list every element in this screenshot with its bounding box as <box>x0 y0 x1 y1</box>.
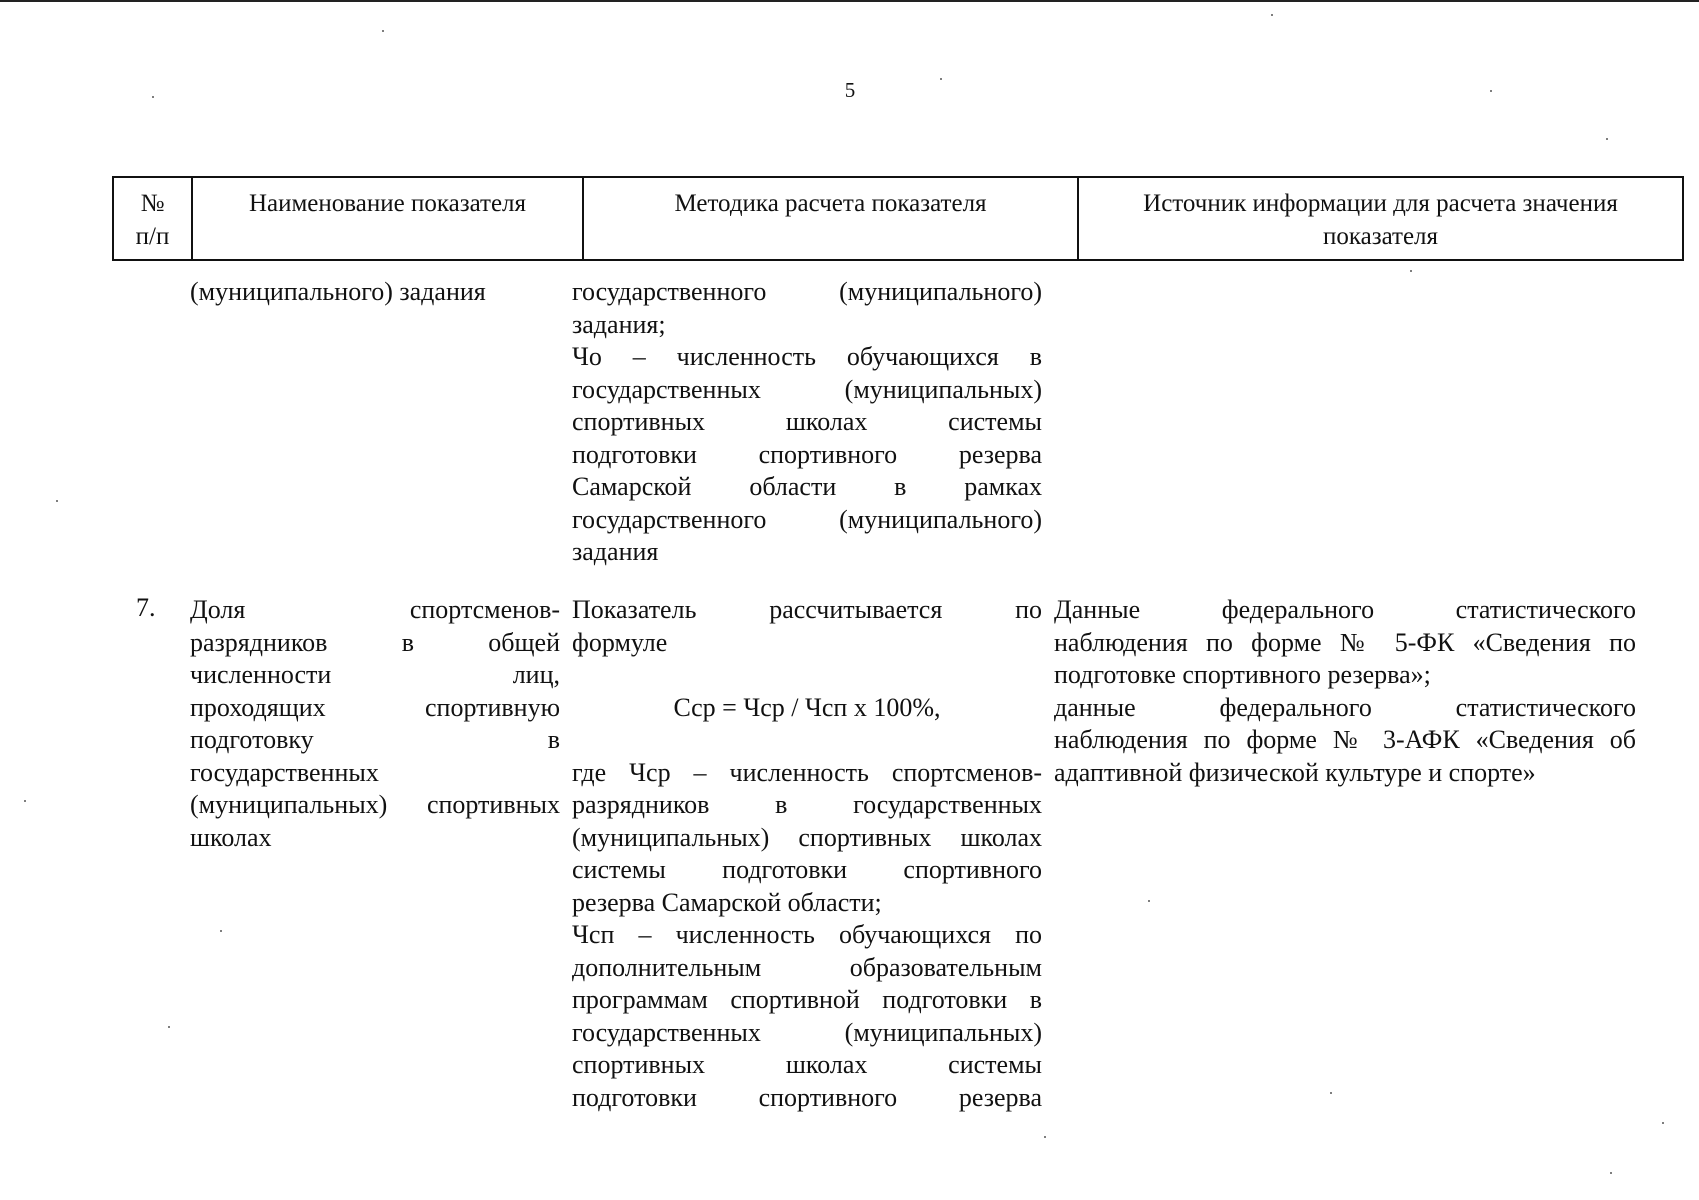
text-line: программам спортивной подготовки в <box>572 985 1042 1014</box>
text-line: школах <box>190 822 272 852</box>
text-line: государственного (муниципального) <box>572 504 1042 534</box>
text-line: Доля спортсменов- <box>190 595 560 624</box>
scan-speck <box>1610 1172 1612 1174</box>
text-line: Данные федерального статистического <box>1054 595 1636 624</box>
text-line: государственного (муниципального) <box>572 277 1042 306</box>
text-line: адаптивной физической культуре и спорте» <box>1054 757 1536 787</box>
header-col-method: Методика расчета показателя <box>583 177 1078 260</box>
header-col-number-line: № <box>140 190 165 217</box>
text-line: (муниципального) задания <box>190 277 486 306</box>
header-col-name: Наименование показателя <box>192 177 583 260</box>
text-line: дополнительным образовательным <box>572 952 1042 982</box>
text-line: (муниципальных) спортивных школах <box>572 822 1042 852</box>
text-line: государственных (муниципальных) <box>572 374 1042 404</box>
header-col-number-line: п/п <box>135 222 170 250</box>
scan-speck <box>1490 90 1492 92</box>
scan-speck <box>1410 270 1412 272</box>
row7-number: 7. <box>136 593 156 622</box>
scan-speck <box>24 800 26 802</box>
scan-speck <box>1044 1136 1046 1138</box>
header-col-source-line: показателя <box>1322 222 1439 250</box>
text-line: резерва Самарской области; <box>572 887 882 917</box>
scan-speck <box>56 500 58 502</box>
row6-indicator-name <box>190 276 560 309</box>
row7-indicator-name <box>190 594 560 854</box>
text-line: численности лиц, <box>190 660 560 689</box>
text-line: спортивных школах системы <box>572 1050 1042 1079</box>
text-line: Самарской области в рамках <box>572 472 1042 501</box>
text-line: наблюдения по форме № 3-АФК «Сведения об <box>1054 725 1636 754</box>
text-line: государственных <box>190 757 379 787</box>
page-number: 5 <box>844 78 856 102</box>
row7-source <box>1054 594 1636 789</box>
text-line: спортивных школах системы <box>572 407 1042 436</box>
table-header <box>112 176 1684 261</box>
header-col-source <box>1078 177 1683 260</box>
text-line: где Чср – численность спортсменов- <box>572 757 1042 787</box>
text-line: разрядников в общей <box>190 627 560 657</box>
text-line: Чсп – численность обучающихся по <box>572 920 1042 949</box>
row6-method <box>572 276 1042 569</box>
text-line: формуле <box>572 627 668 657</box>
top-border-line <box>0 0 1699 2</box>
scan-speck <box>1148 900 1150 902</box>
text-line: Чо – численность обучающихся в <box>572 342 1042 371</box>
spacer <box>572 724 1042 757</box>
scan-speck <box>220 930 222 932</box>
scan-speck <box>152 96 154 98</box>
scan-speck <box>1271 14 1273 16</box>
text-line: (муниципальных) спортивных <box>190 790 560 819</box>
text-line: проходящих спортивную <box>190 692 560 722</box>
scan-speck <box>168 1026 170 1028</box>
text-line: данные федерального статистического <box>1054 692 1636 722</box>
text-line: государственных (муниципальных) <box>572 1017 1042 1047</box>
scan-speck <box>1662 1122 1664 1124</box>
scan-speck <box>940 78 942 80</box>
text-line: подготовки спортивного резерва <box>572 439 1042 469</box>
header-col-source-line: Источник информации для расчета значения <box>1143 190 1618 217</box>
scan-speck <box>1330 1092 1332 1094</box>
row7-method <box>572 594 1042 1114</box>
text-line: подготовку в <box>190 725 560 754</box>
text-line: системы подготовки спортивного <box>572 855 1042 884</box>
text-line: задания <box>572 537 659 566</box>
text-line: наблюдения по форме № 5-ФК «Сведения по <box>1054 627 1636 657</box>
text-line: задания; <box>572 309 666 339</box>
formula: Сср = Чср / Чсп х 100%, <box>673 692 941 722</box>
spacer <box>572 659 1042 692</box>
text-line: подготовке спортивного резерва»; <box>1054 660 1431 689</box>
text-line: разрядников в государственных <box>572 790 1042 819</box>
scan-speck <box>382 30 384 32</box>
text-line: подготовки спортивного резерва <box>572 1082 1042 1112</box>
scan-speck <box>1606 138 1608 140</box>
header-row <box>113 177 1683 260</box>
text-line: Показатель рассчитывается по <box>572 595 1042 624</box>
header-col-number <box>113 177 192 260</box>
